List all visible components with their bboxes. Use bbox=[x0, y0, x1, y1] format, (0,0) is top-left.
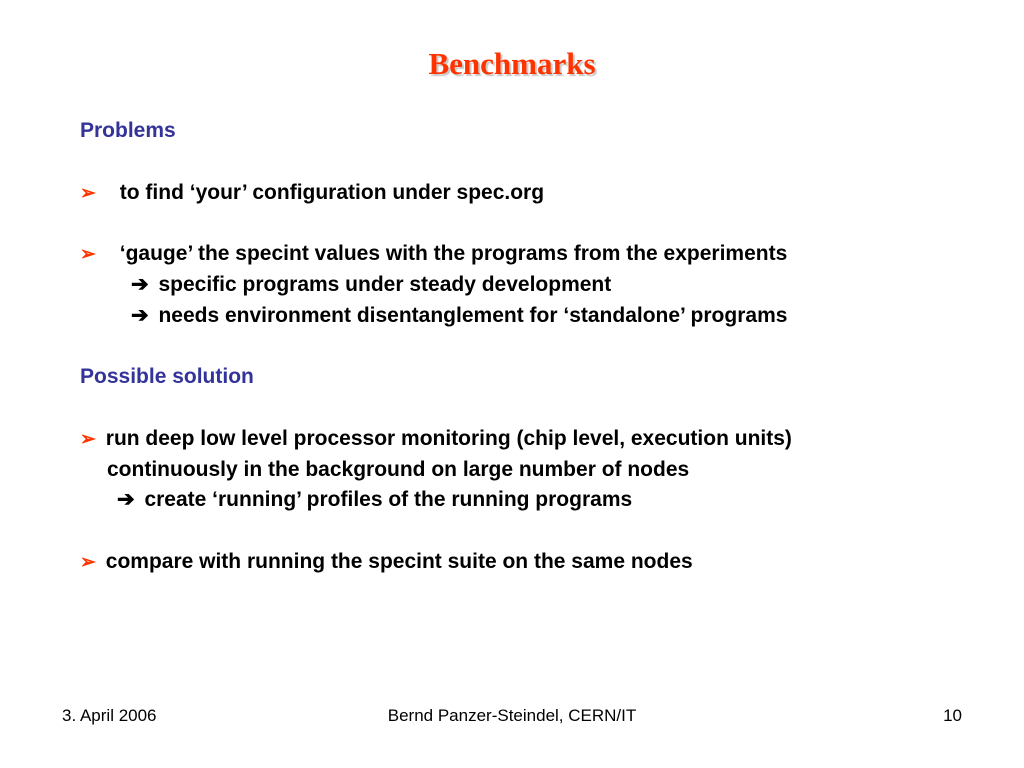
solution-bullet-1-text: run deep low level processor monitoring (chip level, execution units) bbox=[105, 427, 792, 450]
bullet-arrow-icon: ➢ bbox=[80, 552, 96, 573]
footer-page-number: 10 bbox=[943, 706, 962, 725]
solution-sub-1-text: create ‘running’ profiles of the running programs bbox=[144, 488, 633, 511]
problems-sub-2-text: needs environment disentanglement for ‘standalone’ programs bbox=[158, 304, 788, 327]
problems-bullet-1-text: to find ‘your’ configuration under spec.org bbox=[119, 181, 545, 204]
right-arrow-icon: ➔ bbox=[117, 488, 135, 511]
problems-sub-1-text: specific programs under steady development bbox=[158, 273, 612, 296]
bullet-arrow-icon: ➢ bbox=[80, 429, 96, 450]
problems-heading: Problems bbox=[80, 119, 176, 142]
problems-bullet-1 bbox=[80, 180, 544, 207]
solution-bullet-1-continued: continuously in the background on large number of nodes bbox=[107, 458, 690, 481]
solution-sub-1 bbox=[117, 487, 632, 513]
bullet-arrow-icon: ➢ bbox=[80, 244, 96, 265]
footer-date: 3. April 2006 bbox=[62, 706, 157, 725]
problems-sub-1 bbox=[131, 272, 611, 298]
problems-bullet-2 bbox=[80, 241, 787, 268]
bullet-arrow-icon: ➢ bbox=[80, 183, 96, 204]
solution-bullet-2-text: compare with running the specint suite on the same nodes bbox=[105, 550, 693, 573]
footer-author: Bernd Panzer-Steindel, CERN/IT bbox=[387, 706, 637, 725]
solution-heading: Possible solution bbox=[80, 365, 254, 388]
right-arrow-icon: ➔ bbox=[131, 304, 149, 327]
right-arrow-icon: ➔ bbox=[131, 273, 149, 296]
solution-bullet-2 bbox=[80, 549, 693, 576]
slide-title: Benchmarks bbox=[428, 46, 596, 81]
solution-bullet-1 bbox=[80, 426, 792, 453]
problems-sub-2 bbox=[131, 303, 787, 329]
problems-bullet-2-text: ‘gauge’ the specint values with the programs from the experiments bbox=[119, 242, 788, 265]
